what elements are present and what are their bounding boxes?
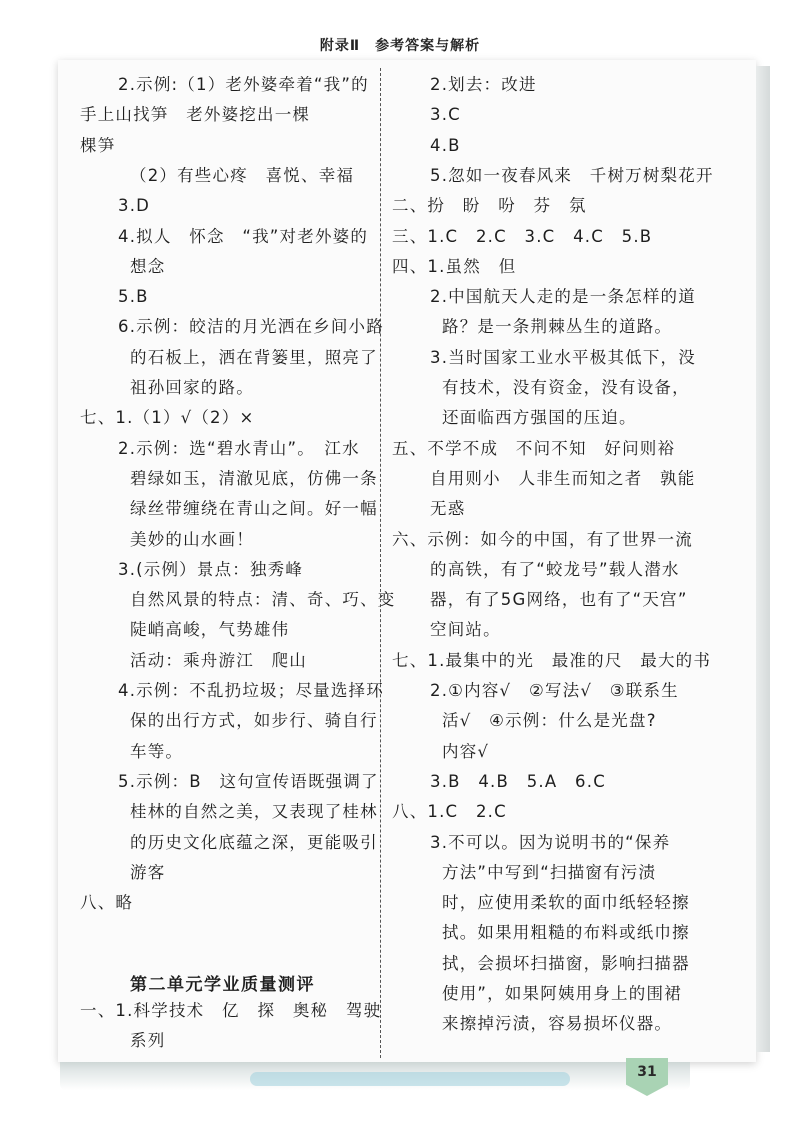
answer-line: 2.①内容√ ②写法√ ③联系生 — [430, 681, 679, 700]
answer-line: 碧绿如玉，清澈见底，仿佛一条 — [130, 468, 378, 488]
answer-line: 拭，会损坏扫描窗，影响扫描器 — [442, 953, 690, 973]
answer-line: 4.B — [430, 135, 461, 155]
answer-line: 七、1.最集中的光 最准的尺 最大的书 — [392, 650, 712, 670]
page-bottom-bar — [250, 1072, 570, 1086]
answer-line: 3.D — [118, 196, 151, 216]
answer-line: 棵笋 — [80, 135, 116, 155]
answer-line: 4.拟人 怀念 “我”对老外婆的 — [118, 226, 369, 246]
answer-line: 二、扮 盼 吩 芬 氛 — [392, 196, 587, 216]
column-divider — [380, 68, 381, 1058]
answer-line: 方法”中写到“扫描窗有污渍 — [442, 862, 657, 882]
answer-line: 2.中国航天人走的是一条怎样的道 — [430, 287, 696, 307]
answer-line: 车等。 — [130, 741, 184, 761]
answer-line: 美妙的山水画！ — [130, 529, 254, 549]
answer-line: 七、1.（1）√（2）× — [80, 408, 255, 428]
answer-line: 八、略 — [80, 893, 134, 913]
answer-line: 还面临西方强国的压迫。 — [442, 408, 637, 428]
unit-title: 第二单元学业质量测评 — [130, 975, 315, 995]
answer-line: 5.B — [118, 287, 149, 307]
answer-line: 手上山找笋 老外婆挖出一棵 — [80, 105, 311, 125]
answer-line: 绿丝带缠绕在青山之间。好一幅 — [130, 499, 378, 519]
answer-line: 的石板上，洒在背篓里，照亮了 — [130, 347, 378, 367]
answer-line: 3.(示例）景点：独秀峰 — [118, 559, 304, 579]
answer-line: 6.示例：皎洁的月光洒在乡间小路 — [118, 317, 384, 337]
answer-line: 三、1.C 2.C 3.C 4.C 5.B — [392, 226, 653, 246]
answer-line: 路？是一条荆棘丛生的道路。 — [442, 317, 673, 337]
answer-line: 3.当时国家工业水平极其低下，没 — [430, 347, 696, 367]
answer-line: 2.划去：改进 — [430, 75, 537, 94]
answer-line: 活√ ④示例：什么是光盘? — [442, 711, 657, 731]
answer-line: 活动：乘舟游江 爬山 — [130, 650, 307, 670]
answer-line: 无惑 — [430, 499, 466, 519]
answer-line: 时，应使用柔软的面巾纸轻轻擦 — [442, 893, 690, 913]
answer-line: 五、不学不成 不问不知 好问则裕 — [392, 438, 676, 458]
answer-line: 自然风景的特点：清、奇、巧、变 — [130, 590, 396, 610]
answer-line: 拭。如果用粗糙的布料或纸巾擦 — [442, 923, 690, 943]
answer-line: 的高铁，有了“蛟龙号”载人潜水 — [430, 559, 680, 579]
answer-line: 5.忽如一夜春风来 千树万树梨花开 — [430, 165, 714, 185]
answer-line: 自用则小 人非生而知之者 孰能 — [430, 468, 696, 488]
page-number: 31 — [637, 1064, 657, 1080]
answer-line: 3.不可以。因为说明书的“保养 — [430, 832, 671, 852]
answer-line: （2）有些心疼 喜悦、幸福 — [130, 165, 355, 185]
answer-line: 使用”，如果阿姨用身上的围裙 — [442, 984, 682, 1003]
answer-line: 陡峭高峻，气势雄伟 — [130, 620, 290, 640]
answer-line: 器，有了5G网络，也有了“天宫” — [430, 590, 688, 610]
answer-line: 的历史文化底蕴之深，更能吸引 — [130, 832, 378, 852]
answer-line: 3.C — [430, 105, 461, 125]
answer-line: 祖孙回家的路。 — [130, 378, 254, 397]
answer-line: 想念 — [130, 256, 166, 276]
answer-line: 2.示例：选“碧水青山”。 江水 — [118, 438, 360, 458]
page-header: 附录Ⅱ 参考答案与解析 — [319, 38, 481, 54]
answer-line: 保的出行方式，如步行、骑自行 — [130, 711, 378, 731]
answer-line: 桂林的自然之美，又表现了桂林 — [130, 802, 378, 822]
answer-line: 来擦掉污渍，容易损坏仪器。 — [442, 1014, 673, 1034]
answer-line: 游客 — [130, 862, 166, 882]
answer-line: 内容√ — [442, 741, 490, 761]
answer-line: 4.示例：不乱扔垃圾；尽量选择环 — [118, 681, 384, 700]
answer-line: 系列 — [130, 1031, 166, 1051]
answer-line: 一、1.科学技术 亿 探 奥秘 驾驶 — [80, 1001, 382, 1020]
answer-line: 空间站。 — [430, 620, 501, 640]
answer-line: 四、1.虽然 但 — [392, 256, 517, 276]
answer-line: 八、1.C 2.C — [392, 802, 507, 822]
answer-line: 2.示例:（1）老外婆牵着“我”的 — [118, 75, 369, 94]
answer-line: 有技术，没有资金，没有设备， — [442, 378, 690, 397]
answer-line: 3.B 4.B 5.A 6.C — [430, 771, 606, 791]
answer-line: 5.示例：B 这句宣传语既强调了 — [118, 771, 379, 791]
answer-line: 六、示例：如今的中国，有了世界一流 — [392, 529, 693, 549]
